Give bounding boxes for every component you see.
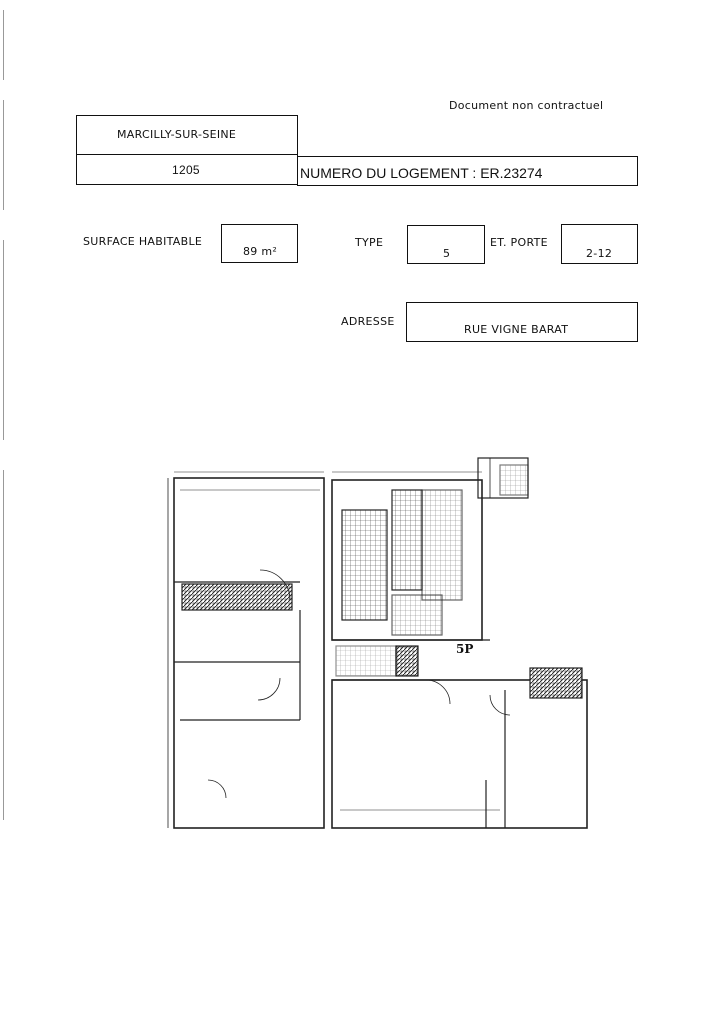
surface-value: 89 m² xyxy=(243,245,278,258)
address-value: RUE VIGNE BARAT xyxy=(464,323,569,336)
scan-edge-mark xyxy=(3,240,4,440)
hatched-wall xyxy=(182,584,292,610)
type-value: 5 xyxy=(443,247,451,260)
code-value: 1205 xyxy=(172,163,200,177)
floor-door-label: ET. PORTE xyxy=(490,236,548,249)
floor-plan xyxy=(160,450,590,835)
scan-edge-mark xyxy=(3,100,4,210)
address-box xyxy=(406,302,638,342)
plan-marker: 5P xyxy=(456,642,474,656)
wall-left-block xyxy=(174,478,324,828)
floor-door-value: 2-12 xyxy=(586,247,613,260)
address-label: ADRESSE xyxy=(341,315,395,328)
scan-edge-mark xyxy=(3,10,4,80)
wall-right-block xyxy=(332,680,587,828)
type-label: TYPE xyxy=(355,236,384,249)
disclaimer-text: Document non contractuel xyxy=(449,99,604,112)
housing-number: NUMERO DU LOGEMENT : ER.23274 xyxy=(300,165,543,181)
surface-label: SURFACE HABITABLE xyxy=(83,235,203,248)
scan-edge-mark xyxy=(3,470,4,820)
city-name: MARCILLY-SUR-SEINE xyxy=(117,128,237,141)
